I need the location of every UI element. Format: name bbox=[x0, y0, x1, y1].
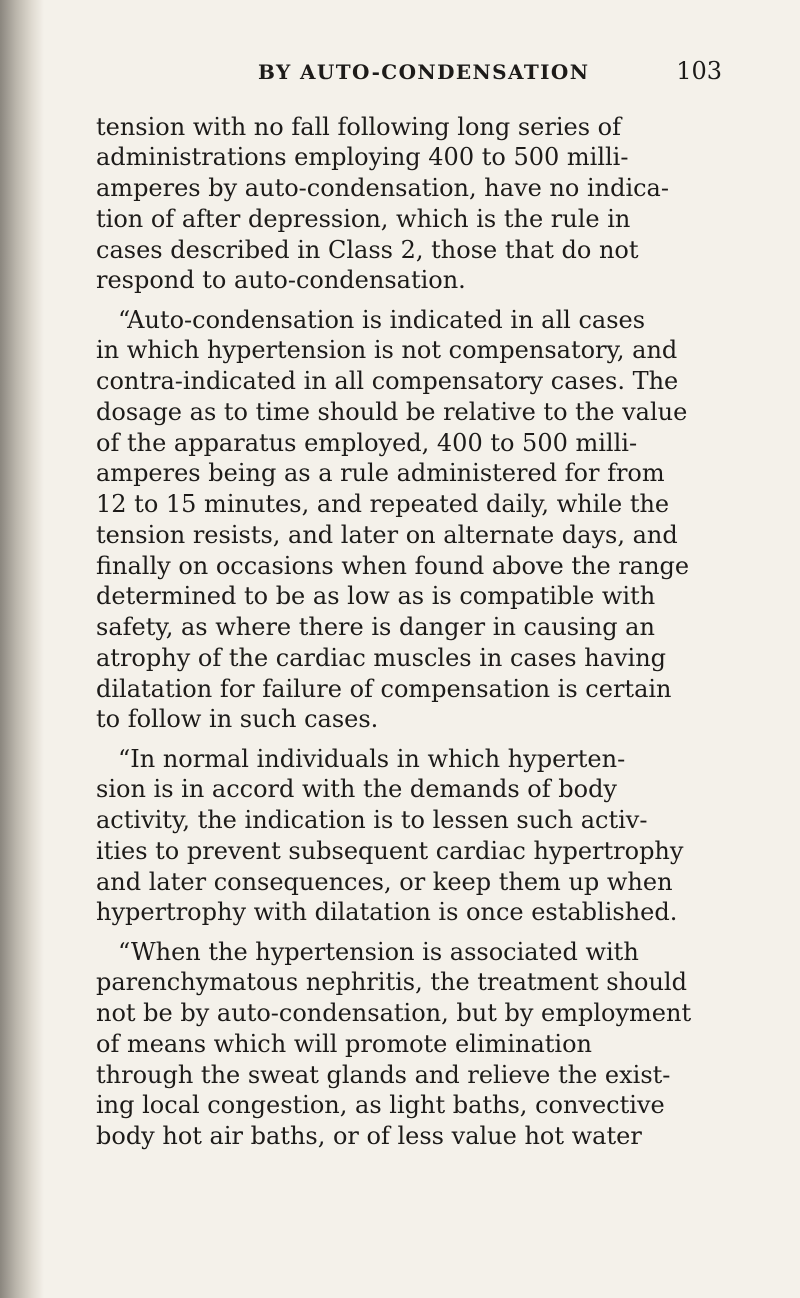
page-number: 103 bbox=[676, 57, 722, 85]
text-line: through the sweat glands and relieve the exist- bbox=[96, 1061, 671, 1089]
text-line: atrophy of the cardiac muscles in cases having bbox=[96, 644, 667, 672]
text-line: and later consequences, or keep them up when bbox=[96, 868, 673, 896]
text-line: safety, as where there is danger in causing an bbox=[96, 613, 655, 641]
text-line: to follow in such cases. bbox=[96, 705, 379, 733]
text-line: of the apparatus employed, 400 to 500 milli- bbox=[96, 429, 638, 457]
text-line: amperes being as a rule administered for from bbox=[96, 459, 665, 487]
text-line: “In normal individuals in which hyperten- bbox=[118, 745, 626, 773]
text-line: determined to be as low as is compatible with bbox=[96, 582, 656, 610]
text-line: in which hypertension is not compensatory, and bbox=[96, 336, 678, 364]
text-line: “When the hypertension is associated with bbox=[118, 938, 639, 966]
text-line: contra-indicated in all compensatory cases. The bbox=[96, 367, 679, 395]
running-head: BY AUTO-CONDENSATION bbox=[258, 60, 590, 84]
text-line: ities to prevent subsequent cardiac hypertrophy bbox=[96, 837, 684, 865]
text-line: ing local congestion, as light baths, convective bbox=[96, 1091, 665, 1119]
text-line: parenchymatous nephritis, the treatment should bbox=[96, 968, 687, 996]
text-line: finally on occasions when found above the range bbox=[96, 552, 690, 580]
text-line: tion of after depression, which is the rule in bbox=[96, 205, 631, 233]
text-line: dilatation for failure of compensation is certain bbox=[96, 675, 672, 703]
text-line: cases described in Class 2, those that do not bbox=[96, 236, 639, 264]
text-line: of means which will promote elimination bbox=[96, 1030, 592, 1058]
text-line: tension resists, and later on alternate days, and bbox=[96, 521, 678, 549]
text-line: sion is in accord with the demands of body bbox=[96, 775, 617, 803]
text-line: amperes by auto-condensation, have no indica- bbox=[96, 174, 669, 202]
text-line: “Auto-condensation is indicated in all cases bbox=[118, 306, 646, 334]
text-line: not be by auto-condensation, but by employment bbox=[96, 999, 692, 1027]
text-line: activity, the indication is to lessen such activ- bbox=[96, 806, 648, 834]
text-line: tension with no fall following long series of bbox=[96, 113, 622, 141]
text-line: dosage as to time should be relative to the value bbox=[96, 398, 688, 426]
text-line: body hot air baths, or of less value hot water bbox=[96, 1122, 642, 1150]
text-line: hypertrophy with dilatation is once established. bbox=[96, 898, 678, 926]
text-line: 12 to 15 minutes, and repeated daily, while the bbox=[96, 490, 670, 518]
text-line: administrations employing 400 to 500 milli- bbox=[96, 143, 629, 171]
text-line: respond to auto-condensation. bbox=[96, 266, 466, 294]
